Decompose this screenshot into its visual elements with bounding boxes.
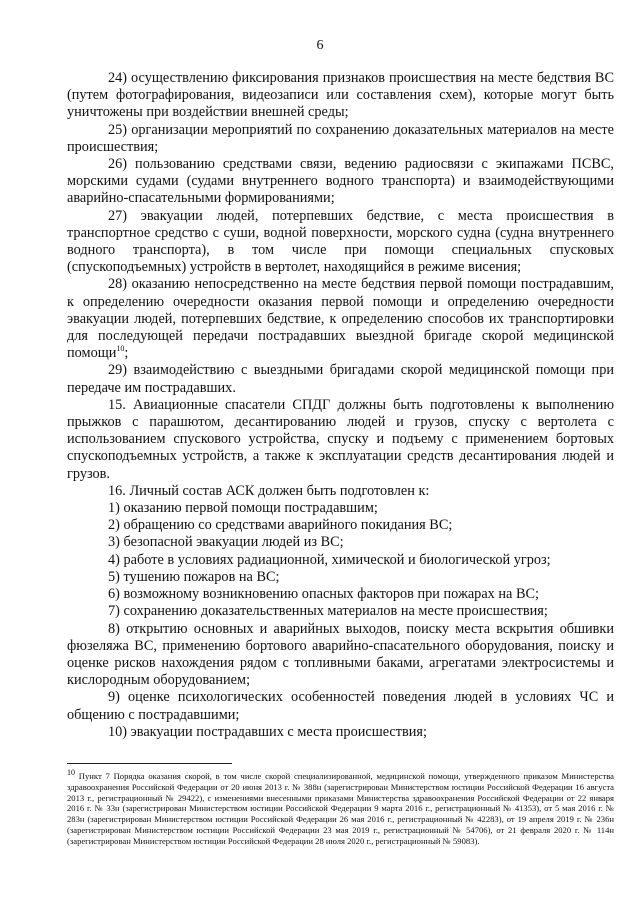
list-item: 3) безопасной эвакуации людей из ВС; — [108, 534, 344, 551]
list-item: 29) взаимодействию с выездными бригадами скорой медицинской помощи при передаче им пострадавших. — [67, 362, 614, 396]
list-item: 26) пользованию средствами связи, ведению радиосвязи с экипажами ПСВС, морскими судами (судами внутреннего водного транспорта) и взаимодействующими аварийно-спасательными формированиями; — [67, 156, 614, 207]
footnote — [67, 768, 614, 847]
footnote-text: Пункт 7 Порядка оказания скорой, в том числе скорой специализированной, медицинской помощи, утвержденного приказом Министерства здравоохранения Российской Федерации от 20 июня 2013 г. № 388н (зарегистрирован Министерством юстиции Российской Федерации 16 августа 2013 г., регистрационный № 29422), с изменениями внесенными приказами Министерства здравоохранения Российской Федерации от 22 января 2016 г. № 33н (зарегистрирован Министерством юстиции Российской Федерации 9 марта 2016 г., регистрационный № 41353), от 5 мая 2016 г. № 283н (зарегистрирован Министерством юстиции Российской Федерации 26 мая 2016 г., регистрационный № 42283), от 19 апреля 2019 г. № 236н (зарегистрирован Министерством юстиции Российской Федерации 23 мая 2019 г., регистрационный № 54706), от 21 февраля 2020 г. № 114н (зарегистрирован Министерством юстиции Российской Федерации 28 июля 2020 г., регистрационный № 59083). — [67, 771, 614, 846]
list-item: 9) оценке психологических особенностей поведения людей в условиях ЧС и общению с пострадавшими; — [67, 689, 614, 723]
list-item: 4) работе в условиях радиационной, химической и биологической угроз; — [108, 551, 551, 568]
list-item: 2) обращению со средствами аварийного покидания ВС; — [108, 517, 453, 534]
footnote-reference: 10 — [116, 344, 125, 354]
list-item: 27) эвакуации людей, потерпевших бедствие, с места происшествия в транспортное средство с суши, водной поверхности, морского судна (судна внутреннего водного транспорта), в том числе при помощи специальных спусковых (спускоподъемных) устройств в вертолет, находящийся в режиме висения; — [67, 207, 614, 276]
list-item: 6) возможному возникновению опасных факторов при пожарах на ВС; — [108, 586, 540, 603]
list-item-with-footnote — [67, 276, 614, 362]
footnote-marker: 10 — [67, 768, 75, 778]
list-item: 1) оказанию первой помощи пострадавшим; — [108, 500, 378, 517]
list-item: 5) тушению пожаров на ВС; — [108, 568, 280, 585]
list-item: 24) осуществлению фиксирования признаков происшествия на месте бедствия ВС (путем фотографирования, видеозаписи или составления схем), которые могут быть уничтожены при воздействии внешней среды; — [67, 70, 614, 121]
footnote-divider — [67, 763, 232, 764]
list-item: 25) организации мероприятий по сохранению доказательных материалов на месте происшествия; — [67, 121, 614, 155]
list-item-tail: ; — [124, 345, 129, 362]
list-item: 7) сохранению доказательственных материалов на месте происшествия; — [108, 603, 548, 620]
section-paragraph: 15. Авиационные спасатели СПДГ должны быть подготовлены к выполнению прыжков с парашютом, десантированию людей и грузов, спуску с вертолета с использованием спускового устройства, спуску и подъему с применением бортовых спускоподъемных устройств, а также к эксплуатации средств десантирования людей и грузов. — [67, 396, 614, 482]
section-paragraph: 16. Личный состав АСК должен быть подготовлен к: — [108, 482, 430, 499]
list-item: 8) открытию основных и аварийных выходов, поиску места вскрытия обшивки фюзеляжа ВС, применению бортового аварийно-спасательного оборудования, поиску и оценке рисков нахождения рядом с топливными баками, агрегатами электросистемы и кислородным оборудованием; — [67, 620, 614, 689]
page-number: 6 — [316, 38, 324, 53]
list-item-text: 28) оказанию непосредственно на месте бедствия первой помощи пострадавшим, к определению очередности оказания первой помощи и определению очередности эвакуации людей, потерпевших бедствие, к определению способов их транспортировки для последующей передачи пострадавших выездной бригаде скорой медицинской помощи — [67, 276, 614, 362]
list-item: 10) эвакуации пострадавших с места происшествия; — [108, 723, 427, 740]
document-body — [67, 70, 614, 741]
